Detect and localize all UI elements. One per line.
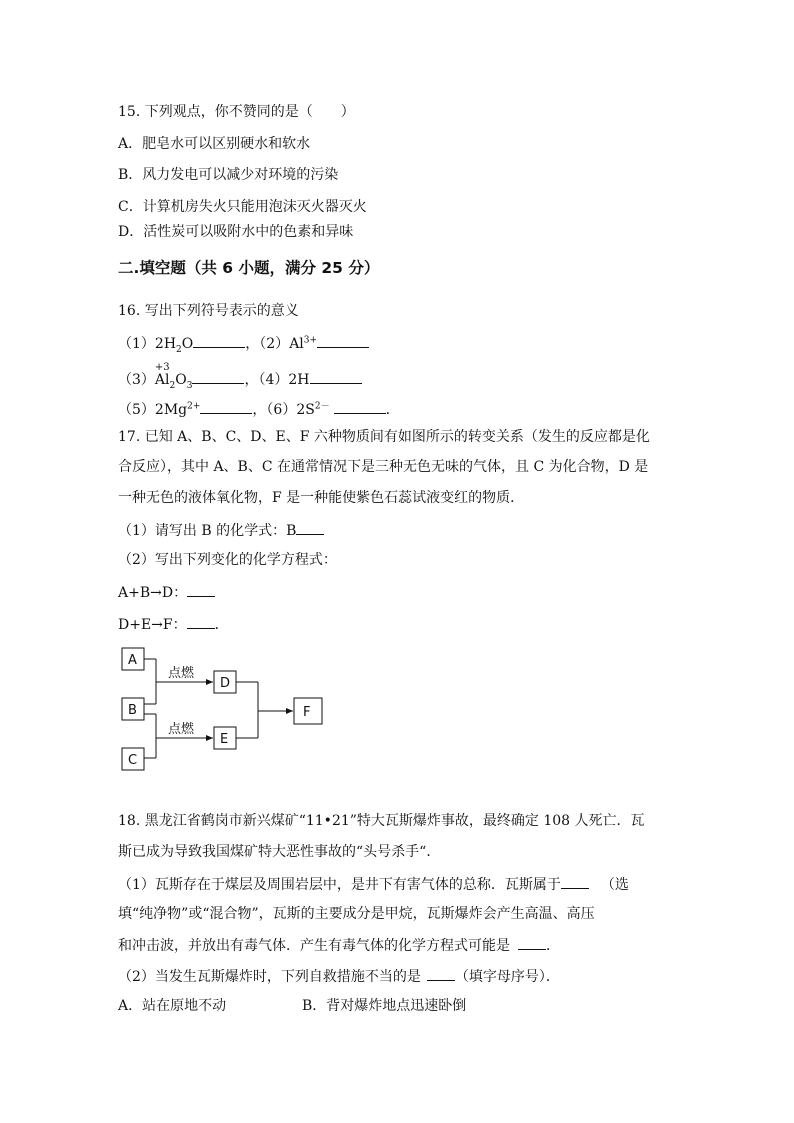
q16-item5-blank[interactable] bbox=[200, 400, 252, 414]
period: ． bbox=[385, 402, 400, 418]
node-e-label: E bbox=[220, 732, 229, 747]
valence-mark: +3 bbox=[154, 362, 170, 373]
q16-item4-blank[interactable] bbox=[310, 370, 362, 384]
q16-stem: 16. 写出下列符号表示的意义 bbox=[118, 303, 299, 319]
section-heading: 二.填空题（共 6 小题，满分 25 分） bbox=[118, 259, 380, 277]
q16-item2-blank[interactable] bbox=[317, 334, 369, 348]
node-d-label: D bbox=[220, 676, 231, 691]
reaction-diagram bbox=[110, 640, 340, 780]
q16-item1-formula: $2H_2O$ bbox=[154, 336, 194, 355]
q17-text-line-3: 一种无色的液体氧化物，F 是一种能使紫色石蕊试液变红的物质． bbox=[118, 490, 525, 506]
q17-part-1: （1）请写出 B 的化学式：B bbox=[118, 521, 324, 540]
q17-equation-1: A+B→D： bbox=[118, 583, 215, 602]
q16-item6-blank[interactable] bbox=[334, 400, 386, 414]
condition-label-1: 点燃 bbox=[168, 666, 195, 681]
q16-item3-number: （3） bbox=[118, 372, 155, 388]
q18-text-line-2: 斯已成为导致我国煤矿特大恶性事故的“头号杀手“． bbox=[118, 844, 441, 860]
node-f-label: F bbox=[303, 705, 311, 720]
q17-text-line-1: 17. 已知 A、B、C、D、E、F 六种物质间有如图所示的转变关系（发生的反应都是化 bbox=[118, 429, 650, 445]
q16-item5-number: （5） bbox=[118, 402, 155, 418]
separator: ， bbox=[244, 372, 259, 388]
separator: ， bbox=[245, 336, 260, 352]
q18-part-2: （2）当发生瓦斯爆炸时，下列自救措施不当的是 （填字母序号）． bbox=[118, 969, 560, 985]
q16-item3-formula: +3 $Al_2O_3$ bbox=[155, 371, 193, 389]
q16-item4-formula: 2H bbox=[288, 372, 310, 388]
q15-stem: 15. 下列观点，你不赞同的是（ ） bbox=[118, 104, 355, 120]
condition-label-2: 点燃 bbox=[168, 722, 195, 737]
q15-option-b: B．风力发电可以减少对环境的污染 bbox=[118, 167, 339, 183]
q17-part1-blank[interactable] bbox=[296, 521, 324, 535]
q16-line-1 bbox=[118, 334, 369, 353]
q15-option-c: C．计算机房失火只能用泡沫灭火器灭火 bbox=[118, 199, 367, 215]
q18-part1-blank-1[interactable] bbox=[561, 875, 589, 889]
q17-part-2: （2）写出下列变化的化学方程式： bbox=[118, 552, 337, 568]
q16-item5-formula: $2Mg^{2+}$ bbox=[154, 401, 201, 418]
q16-item1-blank[interactable] bbox=[193, 334, 245, 348]
q16-item4-number: （4） bbox=[258, 372, 289, 388]
q15-option-d: D．活性炭可以吸附水中的色素和异味 bbox=[118, 224, 354, 240]
q16-item2-number: （2） bbox=[259, 336, 290, 352]
node-a-label: A bbox=[128, 653, 137, 668]
q16-item3-blank[interactable] bbox=[192, 370, 244, 384]
q18-option-b: B．背对爆炸地点迅速卧倒 bbox=[302, 998, 467, 1014]
q18-part2-blank[interactable] bbox=[427, 967, 455, 981]
q16-item2-formula: $Al^{3+}$ bbox=[289, 335, 318, 352]
q18-part1-blank-2[interactable] bbox=[518, 936, 546, 950]
node-c-label: C bbox=[128, 753, 138, 768]
q17-equation-2: D+E→F： ． bbox=[118, 617, 229, 633]
q16-line-2 bbox=[118, 362, 362, 391]
q18-option-a: A．站在原地不动 bbox=[118, 998, 227, 1014]
q15-option-a: A．肥皂水可以区别硬水和软水 bbox=[118, 136, 311, 152]
q17-eq2-blank[interactable] bbox=[187, 615, 215, 629]
q17-eq1-blank[interactable] bbox=[187, 583, 215, 597]
q17-text-line-2: 合反应），其中 A、B、C 在通常情况下是三种无色无味的气体，且 C 为化合物，D 是 bbox=[118, 459, 649, 475]
q18-part-1-line-3: 和冲击波，并放出有毒气体．产生有毒气体的化学方程式可能是 ． bbox=[118, 938, 560, 954]
q18-part-1-line-1: （1）瓦斯存在于煤层及周围岩层中，是井下有害气体的总称．瓦斯属于 （选 bbox=[118, 877, 629, 893]
node-b-label: B bbox=[128, 703, 137, 718]
q16-line-3 bbox=[118, 400, 400, 419]
q16-item6-formula: $2S^{2-}$ bbox=[296, 401, 330, 418]
q16-item1-number: （1） bbox=[118, 336, 155, 352]
q18-part-1-line-2: 填“纯净物”或“混合物”，瓦斯的主要成分是甲烷，瓦斯爆炸会产生高温、高压 bbox=[118, 906, 595, 922]
q18-text-line-1: 18. 黑龙江省鹤岗市新兴煤矿“11•21”特大瓦斯爆炸事故，最终确定 108 人死亡．瓦 bbox=[118, 813, 645, 829]
separator: ， bbox=[252, 402, 267, 418]
q16-item6-number: （6） bbox=[266, 402, 297, 418]
